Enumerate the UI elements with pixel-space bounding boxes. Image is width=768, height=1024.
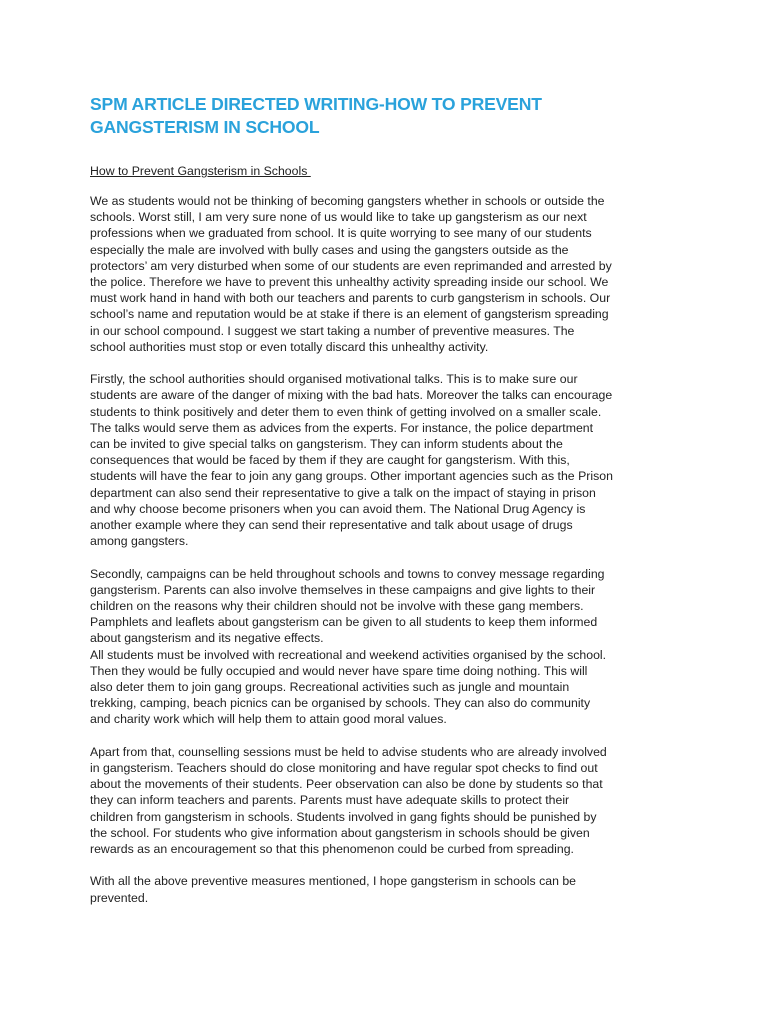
text-line: about gangsterism and its negative effects. (90, 631, 324, 646)
text-line: students to think positively and deter them to even think of getting involved on a smaller scale. (90, 404, 602, 419)
text-line: and charity work which will help them to attain good moral values. (90, 712, 447, 727)
text-line: students will have the fear to join any gang groups. Other important agencies such as the Prison (90, 469, 613, 484)
article-subtitle: How to Prevent Gangsterism in Schools (90, 164, 311, 178)
text-line: rewards as an encouragement so that this phenomenon could be curbed from spreading. (90, 842, 574, 857)
text-line: another example where they can send their representative and talk about usage of drugs (90, 518, 573, 533)
text-line: trekking, camping, beach picnics can be organised by schools. They can also do community (90, 696, 591, 711)
paragraph-1 (90, 193, 686, 355)
text-line: All students must be involved with recreational and weekend activities organised by the school. (90, 647, 607, 662)
text-line: they can inform teachers and parents. Parents must have adequate skills to protect their (90, 793, 570, 808)
text-line: also deter them to join gang groups. Recreational activities such as jungle and mountain (90, 680, 570, 695)
text-line: students are aware of the danger of mixing with the bad hats. Moreover the talks can encourage (90, 388, 613, 403)
paragraph-4 (90, 744, 686, 857)
text-line: in our school compound. I suggest we start taking a number of preventive measures. The (90, 323, 575, 338)
text-line: school authorities must stop or even totally discard this unhealthy activity. (90, 339, 489, 354)
text-line: and why choose become prisoners when you can avoid them. The National Drug Agency is (90, 501, 586, 516)
text-line: in gangsterism. Teachers should do close monitoring and have regular spot checks to find out (90, 761, 598, 776)
paragraph-3 (90, 566, 686, 728)
paragraph-5 (90, 873, 686, 905)
text-line: can be invited to give special talks on gangsterism. They can inform students about the (90, 437, 563, 452)
text-line: about the movements of their students. Peer observation can also be done by students so that (90, 777, 603, 792)
text-line: We as students would not be thinking of becoming gangsters whether in schools or outside the (90, 194, 605, 208)
text-line: Then they would be fully occupied and would never have spare time doing nothing. This will (90, 663, 588, 678)
paragraph-gap (90, 549, 686, 565)
text-line: professions when we graduated from school. It is quite worrying to see many of our students (90, 226, 592, 241)
text-line: Secondly, campaigns can be held throughout schools and towns to convey message regarding (90, 566, 605, 581)
text-line: With all the above preventive measures mentioned, I hope gangsterism in schools can be (90, 874, 576, 889)
article-body (90, 193, 686, 906)
text-line: The talks would serve them as advices from the experts. For instance, the police department (90, 420, 594, 435)
text-line: protectors’ am very disturbed when some of our students are even reprimanded and arrested by (90, 258, 612, 273)
paragraph-2 (90, 371, 686, 549)
text-line: among gangsters. (90, 534, 189, 549)
text-line: gangsterism. Parents can also involve themselves in these campaigns and give lights to their (90, 582, 596, 597)
text-line: schools. Worst still, I am very sure none of us would like to take up gangsterism as our next (90, 210, 587, 225)
paragraph-gap (90, 857, 686, 873)
text-line: Firstly, the school authorities should organised motivational talks. This is to make sure our (90, 372, 578, 387)
text-line: Pamphlets and leaflets about gangsterism can be given to all students to keep them informed (90, 615, 598, 630)
text-line: consequences that would be faced by them if they are caught for gangsterism. With this, (90, 453, 570, 468)
paragraph-gap (90, 355, 686, 371)
text-line: school’s name and reputation would be at stake if there is an element of gangsterism spreading (90, 307, 609, 322)
text-line: especially the male are involved with bully cases and using the gangsters outside as the (90, 242, 569, 257)
article-title-line: SPM ARTICLE DIRECTED WRITING-HOW TO PREVENT (90, 94, 542, 114)
text-line: prevented. (90, 890, 149, 905)
text-line: children on the reasons why their children should not be involve with these gang members. (90, 599, 584, 614)
text-line: must work hand in hand with both our teachers and parents to curb gangsterism in schools. Our (90, 291, 611, 306)
article-title (90, 93, 686, 139)
text-line: children from gangsterism in schools. Students involved in gang fights should be punished by (90, 809, 597, 824)
text-line: department can also send their representative to give a talk on the impact of staying in prison (90, 485, 596, 500)
text-line: the police. Therefore we have to prevent this unhealthy activity spreading inside our school. We (90, 275, 609, 290)
text-line: Apart from that, counselling sessions must be held to advise students who are already involved (90, 744, 607, 759)
paragraph-gap (90, 728, 686, 744)
article-title-line: GANGSTERISM IN SCHOOL (90, 117, 320, 137)
text-line: the school. For students who give information about gangsterism in schools should be given (90, 825, 590, 840)
document-page (90, 93, 686, 906)
